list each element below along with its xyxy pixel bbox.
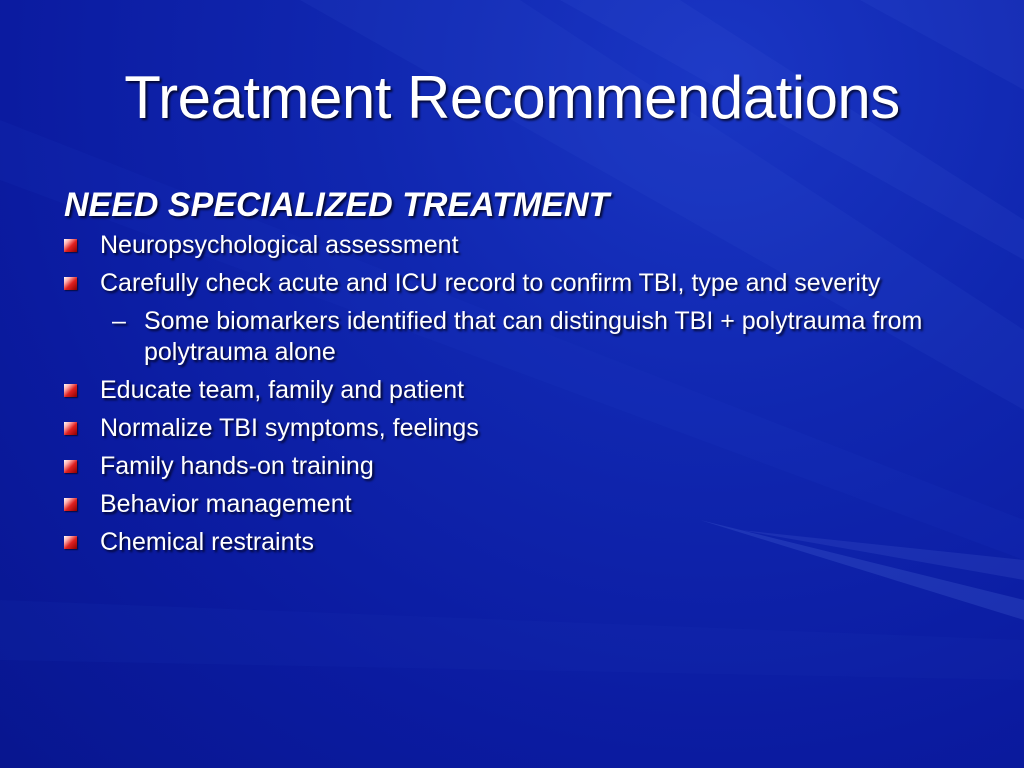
sub-list-item-text: Some biomarkers identified that can distinguish TBI + polytrauma from polytrauma alone (144, 307, 923, 366)
list-item-text: Family hands-on training (100, 452, 374, 480)
square-bullet-icon (64, 460, 77, 473)
sub-list-item (64, 306, 944, 368)
list-item-text: Normalize TBI symptoms, feelings (100, 414, 479, 442)
list-item (64, 230, 944, 261)
square-bullet-icon (64, 536, 77, 549)
list-item (64, 489, 944, 520)
square-bullet-icon (64, 277, 77, 290)
list-item-text: Neuropsychological assessment (100, 231, 459, 259)
list-item-text: Carefully check acute and ICU record to confirm TBI, type and severity (100, 269, 881, 297)
list-item-text: Educate team, family and patient (100, 376, 465, 404)
dash-bullet: – (112, 307, 126, 335)
square-bullet-icon (64, 384, 77, 397)
square-bullet-icon (64, 239, 77, 252)
list-item-text: Behavior management (100, 490, 352, 518)
list-item (64, 375, 944, 406)
slide-content (64, 184, 944, 565)
list-item (64, 451, 944, 482)
slide-title: Treatment Recommendations (124, 64, 900, 131)
list-item (64, 268, 944, 299)
list-item (64, 413, 944, 444)
list-item (64, 527, 944, 558)
section-heading: NEED SPECIALIZED TREATMENT (64, 186, 610, 224)
square-bullet-icon (64, 498, 77, 511)
list-item-text: Chemical restraints (100, 528, 314, 556)
square-bullet-icon (64, 422, 77, 435)
